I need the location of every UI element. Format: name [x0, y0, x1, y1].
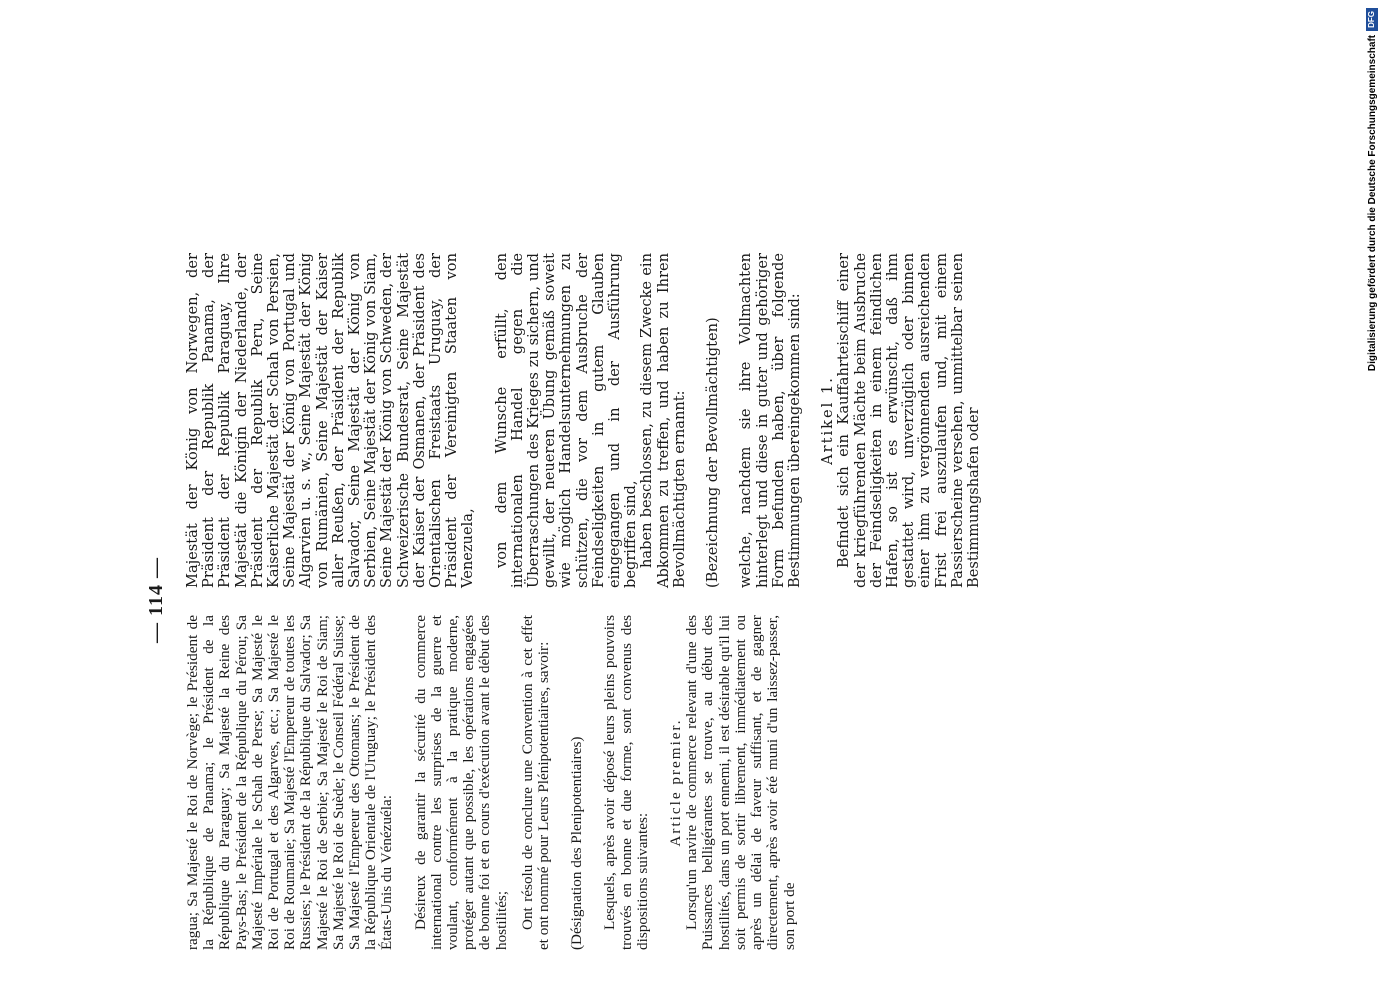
document-page: [145, 250, 1245, 950]
german-wunsche-paragraph: von dem Wunsche erfüllt, den internationalen Handel gegen die Überraschungen des Krieges zu sichern, und gewillt, der neueren Übung gemäß soweit wie möglich Handelsunternehmungen zu schützen, die vor dem Ausbruche der Feindseligkeiten in gutem Glauben eingegangen und in der Ausführung begriffen sind,: [492, 253, 640, 588]
french-article-title: Article premier.: [667, 718, 685, 847]
french-column: [185, 615, 798, 950]
german-beschlossen-paragraph: haben beschlossen, zu diesem Zwecke ein Abkommen zu treffen, und haben zu Ihren Bevollmächtigten ernannt:: [638, 253, 688, 588]
french-desireux-paragraph: Désireux de garantir la sécurité du commerce international contre les surprises de la guerre et voulant, conformément à la pratique moderne, protéger autant que possible, les opérations engagées de bonne foi et en cours d'exécution avant le début des hostilités;: [411, 615, 510, 950]
dfg-logo: DFG: [1366, 8, 1378, 31]
german-article-text: Befindet sich ein Kauffahrteischiff einer der kriegführenden Mächte beim Ausbruche der Feindseligkeiten in einem feindlichen Hafen, so ist es erwünscht, daß ihm gestattet wird, unverzüglich oder binnen einer ihm zu vergönnenden ausreichenden Frist frei auszulaufen und, mit einem Passierscheine versehen, unmittelbar seinen Bestimmungshafen oder: [835, 253, 982, 588]
french-resolu-paragraph: Ont résolu de conclure une Convention à cet effet et ont nommé pour Leurs Plénipotentiaires, savoir:: [518, 615, 553, 950]
french-designation: (Désignation des Plenipotentiaires): [568, 736, 586, 950]
german-bezeichnung: (Bezeichnung der Bevollmächtigten): [704, 317, 722, 588]
digitization-footer: [1363, 8, 1381, 988]
digitization-credit: Digitalisierung gefördert durch die Deutsche Forschungsgemeinschaft: [1366, 34, 1378, 372]
page-number: — 114 —: [145, 557, 167, 643]
french-lesquels-paragraph: Lesquels, après avoir déposé leurs pleins pouvoirs trouvés en bonne et due forme, sont convenus des dispositions suivantes:: [601, 615, 651, 950]
german-welche-paragraph: welche, nachdem sie ihre Vollmachten hinterlegt und diese in guter und gehöriger Form befunden haben, über folgende Bestimmungen übereingekommen sind:: [737, 253, 803, 588]
german-intro-paragraph: Majestät der König von Norwegen, der Präsident der Republik Panama, der Präsident der Republik Paraguay, Ihre Majestät die Königin der Niederlande, der Präsident der Republik Peru, Seine Kaiserliche Majestät der Schah von Persien, Seine Majestät der König von Portugal und Algarvien u. s. w., Seine Majestät der König von Rumänien, Seine Majestät der Kaiser aller Reußen, der Präsident der Republik Salvador, Seine Majestät der König von Serbien, Seine Majestät der König von Siam, Seine Majestät der König von Schweden, der Schweizerische Bundesrat, Seine Majestät der Kaiser der Osmanen, der Präsident des Orientalischen Freistaats Uruguay, der Präsident der Vereinigten Staaten von Venezuela,: [184, 253, 477, 588]
french-intro-paragraph: ragua; Sa Majesté le Roi de Norvège; le Président de la République de Panama; le Président de la République du Paraguay; Sa Majesté la Reine des Pays-Bas; le Président de la République du Pérou; Sa Majesté Impériale le Schah de Perse; Sa Majesté le Roi de Portugal et des Algarves, etc.; Sa Majesté le Roi de Roumanie; Sa Majesté l'Empereur de toutes les Russies; le Président de la République du Salvador; Sa Majesté le Roi de Serbie; Sa Majesté le Roi de Siam; Sa Majesté le Roi de Suède; le Conseil Fédéral Suisse; Sa Majesté l'Empereur des Ottomans; le Président de la République Orientale de l'Uruguay; le Président des États-Unis du Vénézuéla:: [184, 615, 396, 950]
french-article-text: Lorsqu'un navire de commerce relevant d'une des Puissances belligérantes se trouve, au début des hostilités, dans un port ennemi, il est désirable qu'il lui soit permis de sortir librement, immédiatement ou après un délai de faveur suffisant, et de gagner directement, après avoir été muni d'un laissez-passer, son port de: [683, 615, 798, 950]
german-column: [185, 253, 982, 588]
german-article-title: Artikel 1.: [819, 376, 837, 465]
